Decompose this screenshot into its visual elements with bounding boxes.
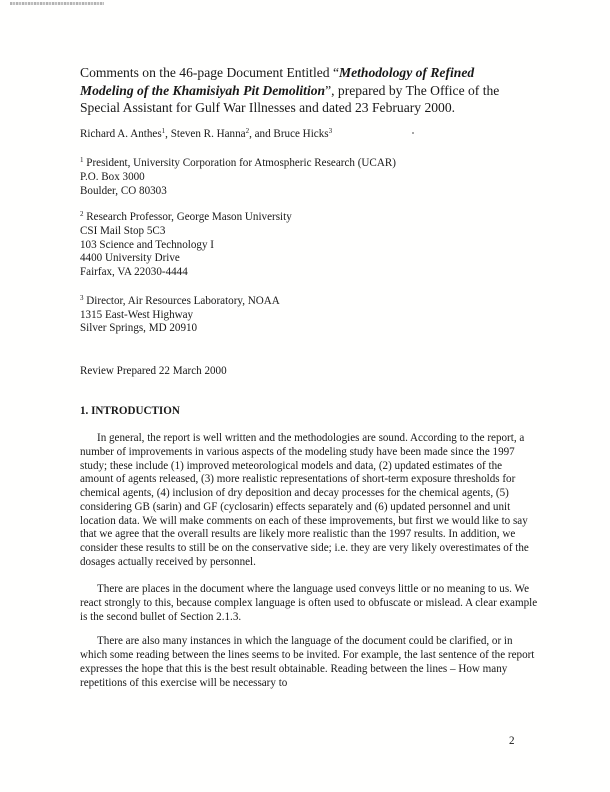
affiliation-marker: 1 (80, 156, 84, 165)
introduction-paragraph-1: In general, the report is well written and the methodologies are sound. According to the report, a number of improvements in various aspects of the modeling study have been made since the 1997 study; these include (1) improved meteorological models and data, (2) updated estimates of the amount of agents released, (3) more realistic representations of short-term exposure thresholds for chemical agents, (4) inclusion of dry deposition and decay processes for the chemical agents, (5) considering GB (sarin) and GF (cyclosarin) effects separately and (6) updated personnel and unit location data. We will make comments on each of these improvements, but first we would like to say that we agree that the overall results are likely more realistic than the 1997 results. In addition, we consider these results to still be on the conservative side; i.e. they are very likely overestimates of the dosages actually received by personnel. (80, 432, 529, 568)
affiliation-address-line: Fairfax, VA 22030-4444 (80, 266, 188, 279)
affiliation-address-line: Boulder, CO 80303 (80, 184, 167, 197)
affiliation-marker: 2 (80, 210, 84, 219)
author-affiliation-marker: 3 (328, 126, 333, 135)
affiliation-marker: 3 (80, 293, 84, 302)
affiliation-address-line: CSI Mail Stop 5C3 (80, 225, 166, 238)
author-name: Bruce Hicks (273, 127, 329, 140)
title-emphasized-report-name: Methodology of Refined Modeling of the Khamisiyah Pit Demolition (80, 65, 475, 98)
author-name: Richard A. Anthes (80, 127, 162, 140)
affiliation-address-line: Silver Springs, MD 20910 (80, 322, 198, 335)
affiliation-address-line: 103 Science and Technology I (80, 238, 214, 251)
title-suffix: ”, prepared by The Office of the Special Assistant for Gulf War Illnesses and dated 23 February 2000. (80, 82, 500, 115)
scan-microtext-artifact (10, 2, 104, 5)
author-affiliation-marker: 2 (245, 126, 250, 135)
affiliation-address-line: 1315 East-West Highway (80, 308, 194, 321)
scan-noise-dot (412, 132, 414, 134)
author-name: Steven R. Hanna (170, 127, 246, 140)
affiliation-1 (80, 157, 538, 198)
affiliation-title-line (80, 211, 538, 225)
author-line (80, 128, 538, 142)
affiliation-title-line (80, 295, 538, 309)
title-prefix: Comments on the 46-page Document Entitled “ (80, 65, 339, 80)
affiliation-role: Research Professor, George Mason University (86, 211, 292, 224)
document-title (80, 64, 516, 117)
review-date-line: Review Prepared 22 March 2000 (80, 364, 227, 377)
author-separator: , and (249, 127, 274, 140)
affiliation-title-line (80, 157, 538, 171)
affiliation-address-line: 4400 University Drive (80, 252, 180, 265)
introduction-paragraph-2: There are places in the document where the language used conveys little or no meaning to us. We react strongly to this, because complex language is often used to obfuscate or mislead. A clear example is the second bullet of Section 2.1.3. (80, 583, 538, 623)
affiliation-role: Director, Air Resources Laboratory, NOAA (86, 294, 280, 307)
author-affiliation-marker: 1 (161, 126, 166, 135)
affiliation-role: President, University Corporation for Atmospheric Research (UCAR) (86, 157, 396, 170)
page-number: 2 (509, 735, 515, 747)
introduction-paragraph-3: There are also many instances in which the language of the document could be clarified, or in which some reading between the lines seems to be invited. For example, the last sentence of the report expresses the hope that this is the best result obtainable. Reading between the lines – How many repetitions of this exercise will be necessary to (80, 635, 535, 689)
affiliation-3 (80, 295, 538, 336)
page-content (80, 64, 538, 690)
author-separator: , (165, 127, 171, 140)
affiliation-2 (80, 211, 538, 280)
section-heading-introduction: 1. INTRODUCTION (80, 404, 180, 417)
affiliation-address-line: P.O. Box 3000 (80, 170, 145, 183)
